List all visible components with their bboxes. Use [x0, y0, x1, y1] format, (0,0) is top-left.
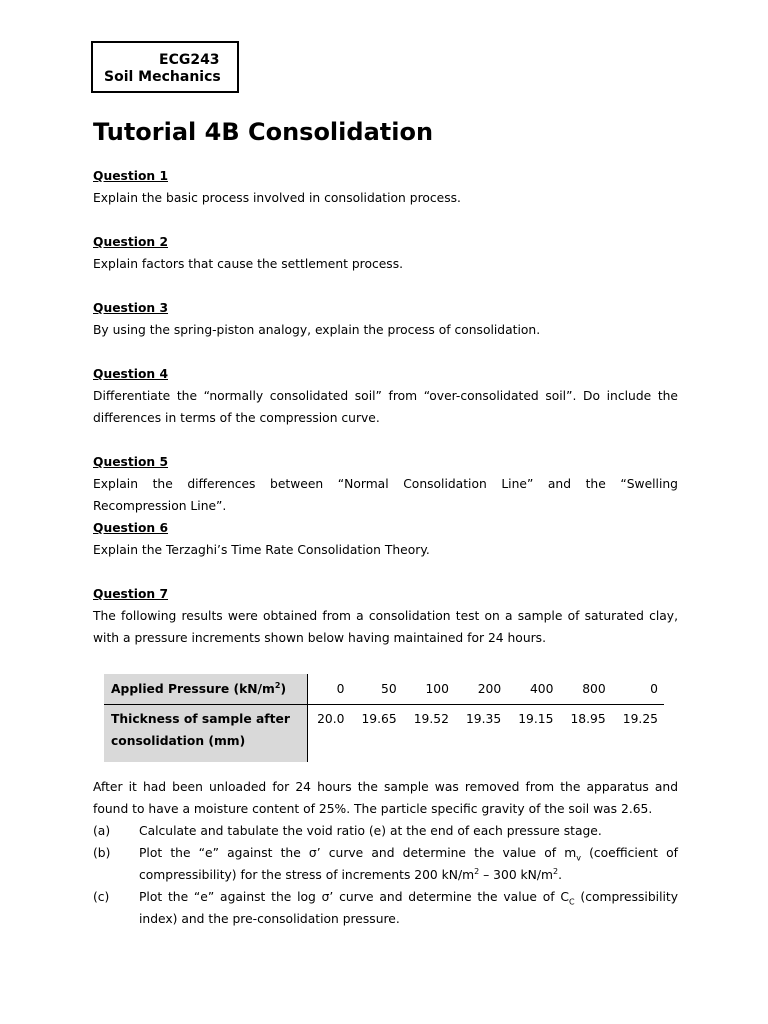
question-5 [93, 453, 678, 517]
table-cell: 800 [559, 674, 611, 705]
course-code: ECG243 [159, 52, 220, 68]
course-name: Soil Mechanics [104, 69, 221, 85]
body-text: After it had been unloaded for 24 hours the sample was removed from the apparatus and found to have a moisture content of 25%. The particle specific gravity of the soil was 2.65. [93, 780, 678, 816]
consolidation-table [104, 674, 664, 762]
question-7-details [93, 776, 678, 930]
question-heading: Question 2 [93, 235, 169, 249]
course-box [91, 41, 239, 93]
question-3 [93, 299, 678, 341]
table-cell: 20.0 [317, 712, 345, 726]
question-heading: Question 3 [93, 301, 169, 315]
question-6 [93, 519, 678, 561]
part-c [93, 886, 678, 930]
question-text: The following results were obtained from a consolidation test on a sample of saturated clay, with a pressure increments shown below having maintained for 24 hours. [93, 609, 678, 645]
question-1 [93, 167, 678, 209]
part-b [93, 842, 678, 886]
question-heading: Question 1 [93, 169, 169, 183]
question-7 [93, 585, 678, 649]
table-row [104, 674, 664, 705]
question-text: Explain the basic process involved in consolidation process. [93, 191, 461, 205]
table-cell: 200 [455, 674, 507, 705]
question-heading: Question 5 [93, 455, 169, 469]
table-cell: 19.15 [518, 712, 554, 726]
table-cell: 19.35 [465, 712, 502, 726]
table-cell: 19.65 [361, 712, 397, 726]
part-label: (b) [93, 846, 111, 860]
question-4 [93, 365, 678, 429]
part-text: Calculate and tabulate the void ratio (e) at the end of each pressure stage. [139, 824, 602, 838]
table-row [104, 705, 664, 763]
question-text: Explain the Terzaghi’s Time Rate Consolidation Theory. [93, 543, 430, 557]
part-label: (a) [93, 824, 111, 838]
part-text: Plot the “e” against the log σ’ curve and determine the value of $C_C$ (compressibility index) and the pre-consolidation pressure. [139, 890, 678, 926]
table-cell: 19.25 [622, 712, 658, 726]
table-cell: 400 [507, 674, 559, 705]
question-heading: Question 6 [93, 521, 169, 535]
part-text: Plot the “e” against the σ’ curve and determine the value of $m_v$ (coefficient of compressibility) for the stress of increments 200 $kN/m^2 - 300$ $kN/m^2$. [139, 846, 678, 882]
question-text: By using the spring-piston analogy, explain the process of consolidation. [93, 323, 541, 337]
table-cell: 0 [612, 674, 664, 705]
table-cell: 0 [308, 674, 351, 705]
thickness-header: Thickness of sample after consolidation (mm) [104, 705, 308, 763]
table-cell: 19.52 [413, 712, 449, 726]
table-cell: 18.95 [570, 712, 606, 726]
part-a [93, 820, 678, 842]
question-text: Explain the differences between “Normal Consolidation Line” and the “Swelling Recompression Line”. [93, 477, 678, 513]
question-heading: Question 4 [93, 367, 169, 381]
question-heading: Question 7 [93, 587, 169, 601]
page-title: Tutorial 4B Consolidation [93, 118, 434, 146]
question-2 [93, 233, 678, 275]
pressure-header: Applied Pressure $(kN/m^2)$ [104, 674, 308, 705]
question-text: Explain factors that cause the settlement process. [93, 257, 404, 271]
table-cell: 100 [403, 674, 455, 705]
question-text: Differentiate the “normally consolidated soil” from “over-consolidated soil”. Do include the differences in terms of the compression curve. [93, 389, 678, 425]
part-label: (c) [93, 890, 110, 904]
table-cell: 50 [350, 674, 402, 705]
